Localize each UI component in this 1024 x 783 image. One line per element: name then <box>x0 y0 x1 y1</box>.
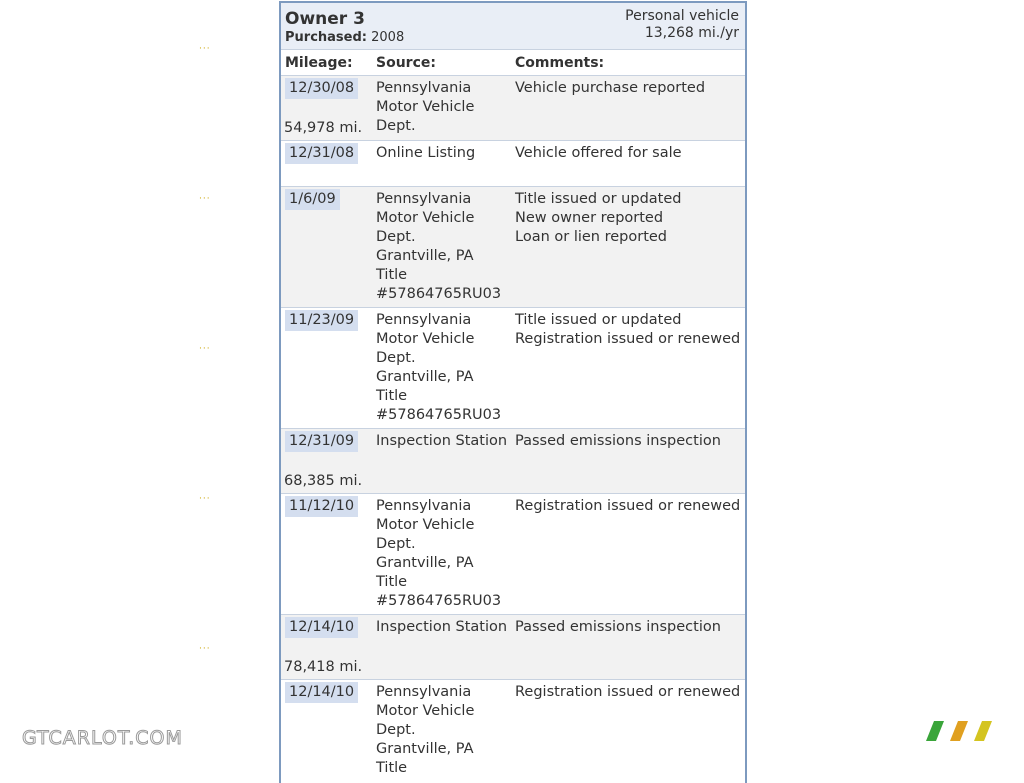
record-comments <box>515 311 743 349</box>
source-line: #57864765RU03 <box>376 407 502 423</box>
source-line: Title <box>376 388 408 404</box>
record-date: 12/14/10 <box>285 617 358 638</box>
purchased-label: Purchased: <box>285 30 367 45</box>
source-line: Pennsylvania <box>376 191 472 207</box>
comment-line: Registration issued or renewed <box>515 498 741 514</box>
source-line: Motor Vehicle <box>376 517 475 533</box>
dot-marker: ··· <box>199 344 211 354</box>
purchased-value: 2008 <box>371 30 405 45</box>
source-line: Pennsylvania <box>376 684 472 700</box>
record-date: 1/6/09 <box>285 189 340 210</box>
record-row <box>281 141 745 187</box>
record-source <box>376 190 514 304</box>
record-date: 12/31/09 <box>285 431 358 452</box>
record-source <box>376 618 514 637</box>
record-date: 12/14/10 <box>285 682 358 703</box>
comment-line: Loan or lien reported <box>515 229 668 245</box>
comment-line: Passed emissions inspection <box>515 619 721 635</box>
source-line: Title <box>376 267 408 283</box>
record-source <box>376 432 514 451</box>
source-line: Dept. <box>376 229 416 245</box>
usage-info <box>625 8 739 42</box>
mileage-header: Mileage: <box>285 55 353 71</box>
dot-marker: ··· <box>199 494 211 504</box>
comment-line: Vehicle purchase reported <box>515 80 706 96</box>
owner-title: Owner 3 <box>285 9 365 29</box>
source-line: Dept. <box>376 722 416 738</box>
purchased-line <box>285 30 404 45</box>
stripes-logo-icon <box>920 721 998 743</box>
source-line: Inspection Station <box>376 619 508 635</box>
dot-marker: ··· <box>199 644 211 654</box>
record-mileage: 78,418 mi. <box>284 659 363 675</box>
record-mileage: 68,385 mi. <box>284 473 363 489</box>
dot-marker: ··· <box>199 194 211 204</box>
source-line: Dept. <box>376 536 416 552</box>
record-date: 11/12/10 <box>285 496 358 517</box>
comment-line: Registration issued or renewed <box>515 684 741 700</box>
watermark-logo: GTCARLOT.COM <box>22 727 183 749</box>
record-row <box>281 494 745 615</box>
record-source <box>376 497 514 611</box>
source-line: Grantville, PA <box>376 369 474 385</box>
usage-type: Personal vehicle <box>625 8 739 24</box>
record-date: 11/23/09 <box>285 310 358 331</box>
usage-rate: 13,268 mi./yr <box>644 25 739 41</box>
source-line: Motor Vehicle <box>376 99 475 115</box>
record-source <box>376 79 514 136</box>
comment-line: Title issued or updated <box>515 191 682 207</box>
source-line: Grantville, PA <box>376 741 474 757</box>
record-list <box>281 76 745 783</box>
record-source <box>376 311 514 425</box>
source-line: Online Listing <box>376 145 476 161</box>
dot-marker: ··· <box>199 44 211 54</box>
record-date: 12/31/08 <box>285 143 358 164</box>
source-line: Motor Vehicle <box>376 210 475 226</box>
record-row <box>281 308 745 429</box>
comment-line: New owner reported <box>515 210 664 226</box>
source-line: Grantville, PA <box>376 248 474 264</box>
record-mileage: 54,978 mi. <box>284 120 363 136</box>
owner-header <box>281 3 745 50</box>
source-line: Pennsylvania <box>376 80 472 96</box>
source-line: Dept. <box>376 118 416 134</box>
record-comments <box>515 190 743 247</box>
comment-line: Passed emissions inspection <box>515 433 721 449</box>
source-line: Pennsylvania <box>376 498 472 514</box>
record-comments <box>515 683 743 702</box>
source-line: Motor Vehicle <box>376 703 475 719</box>
source-line: #57864765RU03 <box>376 593 502 609</box>
record-row <box>281 187 745 308</box>
record-comments <box>515 144 743 163</box>
comment-line: Title issued or updated <box>515 312 682 328</box>
source-line: Inspection Station <box>376 433 508 449</box>
comments-header: Comments: <box>515 55 605 71</box>
source-line: #57864765RU03 <box>376 286 502 302</box>
record-comments <box>515 79 743 98</box>
record-row <box>281 615 745 680</box>
source-line: Grantville, PA <box>376 555 474 571</box>
source-header: Source: <box>376 55 436 71</box>
source-line: Dept. <box>376 350 416 366</box>
comment-line: Vehicle offered for sale <box>515 145 682 161</box>
comment-line: Registration issued or renewed <box>515 331 741 347</box>
record-comments <box>515 497 743 516</box>
source-line: Title <box>376 574 408 590</box>
record-source <box>376 144 514 163</box>
source-line: Pennsylvania <box>376 312 472 328</box>
record-row <box>281 76 745 141</box>
record-source <box>376 683 514 778</box>
source-line: Title <box>376 760 408 776</box>
record-row <box>281 429 745 494</box>
record-comments <box>515 618 743 637</box>
record-comments <box>515 432 743 451</box>
record-date: 12/30/08 <box>285 78 358 99</box>
history-panel <box>279 1 747 783</box>
source-line: Motor Vehicle <box>376 331 475 347</box>
column-headers <box>281 50 745 76</box>
